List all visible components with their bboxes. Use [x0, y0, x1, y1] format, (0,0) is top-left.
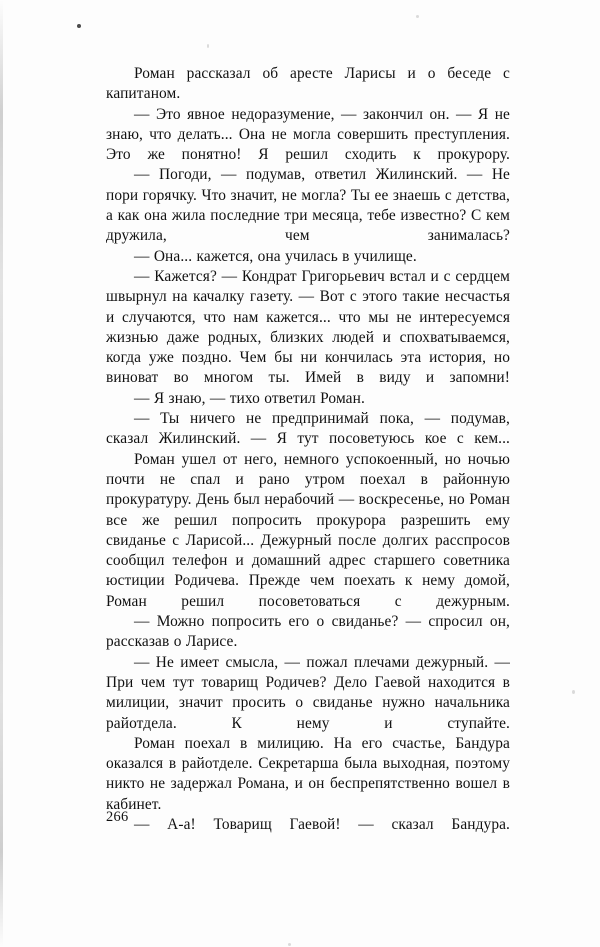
- paragraph: — Не имеет смысла, — пожал плечами дежурный. — При чем тут товарищ Родичев? Дело Гаевой находится в милиции, значит просить о свиданье нужно начальника райотдела. К нему и ступайте.: [106, 653, 510, 732]
- dust-speck: [77, 24, 81, 28]
- dust-speck: [416, 15, 419, 18]
- page-number: 266: [106, 809, 129, 825]
- paragraph: — Это явное недоразумение, — закончил он. — Я не знаю, что делать... Она не могла совершить преступления. Это же понятно! Я решил сходить к прокурору.: [106, 105, 510, 164]
- paragraph: — А-а! Товарищ Гаевой! — сказал Бандура.: [134, 815, 510, 833]
- dust-speck: [572, 690, 575, 694]
- paragraph: Роман рассказал об аресте Ларисы и о беседе с капитаном.: [106, 65, 510, 103]
- paragraph: — Можно попросить его о свиданье? — спросил он, рассказав о Ларисе.: [106, 613, 510, 651]
- paragraph: — Погоди, — подумав, ответил Жилинский. — Не пори горячку. Что значит, не могла? Ты ее знаешь с детства, а как она жила последние три месяца, тебе известно? С кем дружила, чем занималась?: [106, 166, 510, 245]
- paragraph: — Кажется? — Кондрат Григорьевич встал и с сердцем швырнул на качалку газету. — Вот с этого такие несчастья и случаются, что нам кажется... что мы не интересуемся жизнью даже родных, близких людей и спохватываемся, когда уже поздно. Чем бы ни кончилась эта история, но виноват во многом ты. Имей в виду и запомни!: [106, 267, 510, 387]
- paragraph: Роман ушел от него, немного успокоенный, но ночью почти не спал и рано утром поехал в районную прокуратуру. День был нерабочий — воскресенье, но Роман все же решил попросить прокурора разрешить ему свиданье с Ларисой... Дежурный после долгих расспросов сообщил телефон и домашний адрес старшего советника юстиции Родичева. Прежде чем поехать к нему домой, Роман решил посоветоваться с дежурным.: [106, 450, 510, 610]
- scan-edge-artifact: [0, 0, 3, 947]
- dust-speck: [207, 44, 209, 48]
- paragraph: Роман поехал в милицию. На его счастье, Бандура оказался в райотделе. Секретарша была выходная, поэтому никто не задержал Романа, и он беспрепятственно вошел в кабинет.: [106, 734, 510, 813]
- dust-speck: [288, 943, 291, 946]
- paragraph: — Она... кажется, она училась в училище.: [134, 247, 417, 265]
- paragraph: — Ты ничего не предпринимай пока, — подумав, сказал Жилинский. — Я тут посоветуюсь кое с кем...: [106, 410, 510, 448]
- body-text-block: [106, 64, 510, 835]
- paragraph: — Я знаю, — тихо ответил Роман.: [134, 389, 365, 407]
